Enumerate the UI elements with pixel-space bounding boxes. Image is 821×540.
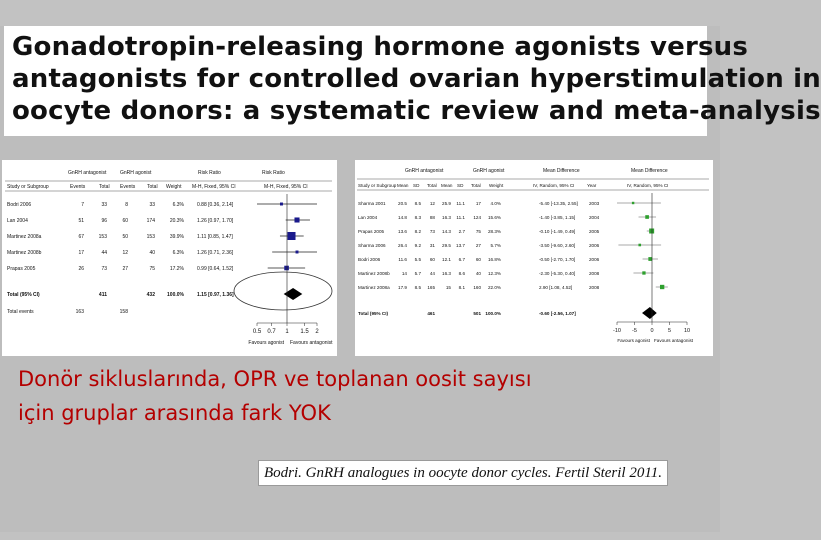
events-agonist: 8 xyxy=(125,202,128,208)
weight: 15.6% xyxy=(487,215,501,220)
sd-antagonist: 8.5 xyxy=(414,285,421,290)
study-name: Martinez 2008a xyxy=(7,234,42,240)
weight: 22.0% xyxy=(487,285,501,290)
mean-antagonist: 11.6 xyxy=(398,257,407,262)
study-name: Sharma 2006 xyxy=(358,243,386,248)
favours-left-label: Favours agonist xyxy=(617,338,650,343)
caption-line-1: Donör sikluslarında, OPR ve toplanan oosit sayısı xyxy=(18,367,532,391)
study-estimate-marker xyxy=(632,202,634,204)
sd-antagonist: 5.5 xyxy=(414,257,421,262)
total-agonist: 17 xyxy=(475,201,481,206)
study-name: Prapas 2005 xyxy=(7,266,36,272)
total-weight: 100.0% xyxy=(167,292,184,298)
sd-antagonist: 8.5 xyxy=(414,201,421,206)
mean-difference-ci: 2.90 [1.08, 4.52] xyxy=(539,285,573,290)
column-header: Study or Subgroup xyxy=(7,184,49,190)
weight: 6.3% xyxy=(172,250,184,256)
total-antagonist: 96 xyxy=(101,218,107,224)
sd-antagonist: 9.2 xyxy=(414,243,421,248)
mean-agonist: 16.3 xyxy=(442,215,451,220)
total-antagonist: 461 xyxy=(427,311,435,316)
sd-agonist: 11.1 xyxy=(456,201,465,206)
forest-plot-mean-difference-svg xyxy=(355,160,713,356)
total-antagonist: 12 xyxy=(429,201,435,206)
effect-header: Risk Ratio xyxy=(198,170,221,176)
total-antagonist: 153 xyxy=(98,234,107,240)
study-name: Martinez 2008b xyxy=(7,250,42,256)
effect-header: Mean Difference xyxy=(543,168,580,174)
total-antagonist: 411 xyxy=(98,292,107,298)
column-header: Total xyxy=(471,183,481,188)
sd-antagonist: 5.7 xyxy=(414,271,421,276)
favours-right-label: Favours antagonist xyxy=(654,338,694,343)
plot-subheader: M-H, Fixed, 95% CI xyxy=(264,184,308,190)
x-tick-label: 1.5 xyxy=(300,329,309,335)
column-header: Study or Subgroup xyxy=(358,183,397,188)
column-header: Total xyxy=(147,184,158,190)
weight: 4.0% xyxy=(490,201,501,206)
risk-ratio-ci: 1.11 [0.85, 1.47] xyxy=(197,234,233,240)
total-agonist: 160 xyxy=(473,285,481,290)
total-events-label: Total events xyxy=(7,309,34,315)
column-header: Total xyxy=(99,184,110,190)
total-agonist: 40 xyxy=(149,250,155,256)
pooled-diamond xyxy=(642,307,657,319)
group2-header: GnRH agonist xyxy=(473,168,505,174)
study-name: Prapas 2005 xyxy=(358,229,385,234)
mean-antagonist: 14.8 xyxy=(398,215,407,220)
forest-plot-risk-ratio xyxy=(2,160,337,356)
column-header: Total xyxy=(427,183,437,188)
x-tick-label: 0.7 xyxy=(267,329,276,335)
total-row-label: Total (95% CI) xyxy=(7,292,40,298)
mean-difference-ci: -0.50 [-2.70, 1.70] xyxy=(539,257,576,262)
x-tick-label: -10 xyxy=(613,328,621,334)
total-events-agonist: 158 xyxy=(119,309,128,315)
pooled-highlight-ellipse xyxy=(234,272,332,310)
study-estimate-marker xyxy=(294,217,299,222)
mean-difference-ci: -2.30 [-5.30, 0.40] xyxy=(539,271,576,276)
favours-right-label: Favours antagonist xyxy=(290,340,333,346)
study-name: Lan 2004 xyxy=(7,218,28,224)
total-agonist: 27 xyxy=(475,243,481,248)
events-agonist: 27 xyxy=(122,266,128,272)
study-year: 2006 xyxy=(589,243,600,248)
citation: Bodri. GnRH analogues in oocyte donor cycles. Fertil Steril 2011. xyxy=(258,460,668,486)
column-header: M-H, Fixed, 95% CI xyxy=(192,184,236,190)
risk-ratio-ci: 1.26 [0.71, 2.36] xyxy=(197,250,234,256)
mean-difference-ci: -3.50 [-9.60, 2.60] xyxy=(539,243,576,248)
title-line-1: Gonadotropin-releasing hormone agonists versus xyxy=(12,32,749,62)
total-agonist: 40 xyxy=(475,271,481,276)
study-estimate-marker xyxy=(638,244,641,247)
x-tick-label: -5 xyxy=(632,328,637,334)
caption xyxy=(18,362,698,430)
events-antagonist: 26 xyxy=(78,266,84,272)
study-year: 2003 xyxy=(589,201,600,206)
forest-plot-mean-difference xyxy=(355,160,713,356)
title-line-2: antagonists for controlled ovarian hyperstimulation in xyxy=(12,64,821,94)
study-year: 2008 xyxy=(589,271,600,276)
favours-left-label: Favours agonist xyxy=(248,340,284,346)
column-header: IV, Random, 95% CI xyxy=(627,183,669,188)
weight: 20.3% xyxy=(169,218,184,224)
column-header: SD xyxy=(457,183,464,188)
pooled-diamond xyxy=(284,288,303,300)
column-header: Weight xyxy=(166,184,182,190)
events-antagonist: 51 xyxy=(78,218,84,224)
study-estimate-marker xyxy=(280,203,283,206)
total-antagonist: 165 xyxy=(427,285,435,290)
group1-header: GnRH antagonist xyxy=(68,170,107,176)
study-estimate-marker xyxy=(649,229,654,234)
total-weight: 100.0% xyxy=(485,311,501,316)
total-antagonist: 44 xyxy=(429,271,435,276)
x-tick-label: 5 xyxy=(667,328,672,334)
events-agonist: 12 xyxy=(122,250,128,256)
group1-header: GnRH antagonist xyxy=(405,168,444,174)
weight: 6.3% xyxy=(172,202,184,208)
study-estimate-marker xyxy=(660,285,664,289)
column-header: Events xyxy=(120,184,136,190)
study-name: Bodri 2006 xyxy=(7,202,32,208)
total-agonist: 174 xyxy=(146,218,155,224)
mean-agonist: 25.9 xyxy=(442,201,451,206)
total-events-antagonist: 163 xyxy=(75,309,84,315)
weight: 39.9% xyxy=(169,234,184,240)
column-header: Mean xyxy=(441,183,453,188)
pooled-ci: -0.60 [-2.56, 1.07] xyxy=(539,311,576,316)
study-year: 2004 xyxy=(589,215,600,220)
group2-header: GnRH agonist xyxy=(120,170,152,176)
sd-agonist: 13.7 xyxy=(456,243,465,248)
risk-ratio-ci: 0.99 [0.64, 1.52] xyxy=(197,266,234,272)
study-name: Lan 2004 xyxy=(358,215,378,220)
total-antagonist: 88 xyxy=(429,215,435,220)
sd-antagonist: 8.3 xyxy=(414,215,421,220)
weight: 28.3% xyxy=(487,229,501,234)
events-antagonist: 17 xyxy=(78,250,84,256)
weight: 12.3% xyxy=(487,271,501,276)
sd-agonist: 11.1 xyxy=(456,215,465,220)
column-header: SD xyxy=(413,183,420,188)
study-year: 2005 xyxy=(589,229,600,234)
events-agonist: 50 xyxy=(122,234,128,240)
plot-header: Mean Difference xyxy=(631,168,668,174)
x-tick-label: 2 xyxy=(315,329,319,335)
x-tick-label: 0 xyxy=(650,328,654,334)
mean-agonist: 15 xyxy=(445,285,451,290)
column-header: Year xyxy=(587,183,597,188)
mean-difference-ci: -1.40 [-3.85, 1.15] xyxy=(539,215,576,220)
mean-antagonist: 13.6 xyxy=(398,229,407,234)
sd-agonist: 8.6 xyxy=(458,271,465,276)
study-name: Martinez 2008a xyxy=(358,285,390,290)
total-agonist: 432 xyxy=(146,292,155,298)
total-row-label: Total (95% CI) xyxy=(358,311,389,316)
sd-agonist: 8.1 xyxy=(458,285,465,290)
total-agonist: 60 xyxy=(475,257,481,262)
study-name: Sharma 2001 xyxy=(358,201,386,206)
events-antagonist: 7 xyxy=(81,202,84,208)
total-agonist: 501 xyxy=(473,311,481,316)
study-estimate-marker xyxy=(284,266,289,271)
mean-agonist: 12.1 xyxy=(442,257,451,262)
study-estimate-marker xyxy=(648,257,652,261)
column-header: Mean xyxy=(397,183,409,188)
plot-header: Risk Ratio xyxy=(262,170,285,176)
title-box xyxy=(4,26,821,136)
total-agonist: 33 xyxy=(149,202,155,208)
total-antagonist: 73 xyxy=(101,266,107,272)
weight: 5.7% xyxy=(490,243,501,248)
total-antagonist: 33 xyxy=(101,202,107,208)
mean-difference-ci: -0.10 [-1.49, 0.49] xyxy=(539,229,576,234)
total-agonist: 75 xyxy=(475,229,481,234)
mean-agonist: 16.3 xyxy=(442,271,451,276)
x-tick-label: 0.5 xyxy=(252,329,262,335)
events-antagonist: 67 xyxy=(78,234,84,240)
title-line-3: oocyte donors: a systematic review and meta-analysis xyxy=(12,96,821,126)
total-antagonist: 60 xyxy=(429,257,435,262)
events-agonist: 60 xyxy=(122,218,128,224)
study-year: 2006 xyxy=(589,257,600,262)
study-name: Martinez 2008b xyxy=(358,271,390,276)
total-antagonist: 44 xyxy=(101,250,107,256)
study-estimate-marker xyxy=(645,215,649,219)
mean-difference-ci: -5.40 [-13.35, 2.55] xyxy=(539,201,578,206)
total-agonist: 124 xyxy=(473,215,481,220)
total-agonist: 153 xyxy=(146,234,155,240)
column-header: Weight xyxy=(489,183,504,188)
column-header: IV, Random, 95% CI xyxy=(533,183,575,188)
total-antagonist: 73 xyxy=(429,229,435,234)
caption-line-2: için gruplar arasında fark YOK xyxy=(18,401,331,425)
weight: 16.8% xyxy=(487,257,501,262)
study-estimate-marker xyxy=(288,232,296,240)
mean-agonist: 14.3 xyxy=(442,229,451,234)
risk-ratio-ci: 0.88 [0.36, 2.14] xyxy=(197,202,234,208)
study-estimate-marker xyxy=(296,251,299,254)
total-antagonist: 31 xyxy=(429,243,435,248)
study-estimate-marker xyxy=(642,271,645,274)
mean-antagonist: 20.5 xyxy=(398,201,407,206)
mean-antagonist: 14 xyxy=(401,271,407,276)
sd-agonist: 6.7 xyxy=(458,257,465,262)
mean-antagonist: 26.4 xyxy=(398,243,407,248)
mean-antagonist: 17.9 xyxy=(398,285,407,290)
forest-plot-risk-ratio-svg xyxy=(2,160,337,356)
sd-agonist: 2.7 xyxy=(458,229,465,234)
column-header: Events xyxy=(70,184,86,190)
x-tick-label: 1 xyxy=(285,329,289,335)
x-tick-label: 10 xyxy=(683,328,691,334)
risk-ratio-ci: 1.26 [0.97, 1.70] xyxy=(197,218,234,224)
sd-antagonist: 8.2 xyxy=(414,229,421,234)
weight: 17.2% xyxy=(169,266,184,272)
study-year: 2008 xyxy=(589,285,600,290)
study-name: Bodri 2006 xyxy=(358,257,381,262)
total-agonist: 75 xyxy=(149,266,155,272)
pooled-ci: 1.15 [0.97, 1.36] xyxy=(197,292,234,298)
mean-agonist: 29.5 xyxy=(442,243,451,248)
